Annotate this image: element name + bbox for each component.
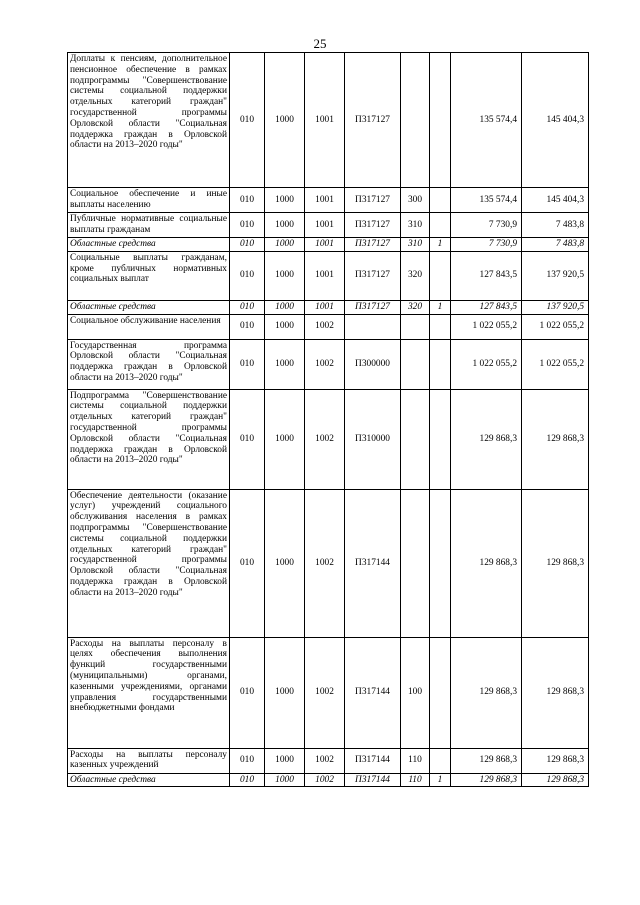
code-expense-type xyxy=(401,53,430,188)
code-subsection: 1001 xyxy=(305,53,345,188)
code-source xyxy=(430,389,451,489)
row-name: Областные средства xyxy=(68,300,230,314)
code-section: 1000 xyxy=(265,637,305,748)
amount-year-1: 129 868,3 xyxy=(451,489,522,637)
code-target: П317127 xyxy=(345,213,401,238)
row-name: Социальное обеспечение и иные выплаты населению xyxy=(68,188,230,213)
code-section: 1000 xyxy=(265,251,305,300)
code-section: 1000 xyxy=(265,748,305,773)
amount-year-1: 7 730,9 xyxy=(451,238,522,252)
amount-year-1: 127 843,5 xyxy=(451,251,522,300)
amount-year-1: 7 730,9 xyxy=(451,213,522,238)
table-row xyxy=(68,314,589,339)
amount-year-1: 1 022 055,2 xyxy=(451,339,522,389)
code-section: 1000 xyxy=(265,773,305,787)
code-subsection: 1002 xyxy=(305,748,345,773)
code-expense-type: 320 xyxy=(401,251,430,300)
code-target: П317127 xyxy=(345,300,401,314)
code-expense-type xyxy=(401,339,430,389)
code-target: П317144 xyxy=(345,489,401,637)
row-name: Областные средства xyxy=(68,773,230,787)
code-target: П317127 xyxy=(345,53,401,188)
amount-year-1: 129 868,3 xyxy=(451,637,522,748)
amount-year-2: 129 868,3 xyxy=(522,773,589,787)
code-ministry: 010 xyxy=(230,773,265,787)
code-source xyxy=(430,314,451,339)
row-name: Социальное обслуживание населения xyxy=(68,314,230,339)
code-source xyxy=(430,637,451,748)
table-row xyxy=(68,53,589,188)
code-expense-type: 320 xyxy=(401,300,430,314)
code-section: 1000 xyxy=(265,314,305,339)
code-source xyxy=(430,251,451,300)
table-row xyxy=(68,489,589,637)
code-source xyxy=(430,188,451,213)
code-subsection: 1002 xyxy=(305,489,345,637)
code-subsection: 1002 xyxy=(305,389,345,489)
amount-year-2: 129 868,3 xyxy=(522,748,589,773)
code-target: П310000 xyxy=(345,389,401,489)
code-source xyxy=(430,213,451,238)
code-source xyxy=(430,748,451,773)
code-target xyxy=(345,314,401,339)
code-target: П317127 xyxy=(345,188,401,213)
code-target: П317127 xyxy=(345,238,401,252)
code-ministry: 010 xyxy=(230,748,265,773)
amount-year-2: 145 404,3 xyxy=(522,188,589,213)
row-name: Доплаты к пенсиям, дополнительное пенсионное обеспечение в рамках подпрограммы "Совершенствование системы социальной поддержки отдельных категорий граждан" государственной программы Орловской области "Социальная поддержка граждан в Орловской области на 2013–2020 годы" xyxy=(68,53,230,188)
code-subsection: 1001 xyxy=(305,188,345,213)
code-subsection: 1001 xyxy=(305,238,345,252)
code-target: П317144 xyxy=(345,748,401,773)
code-section: 1000 xyxy=(265,339,305,389)
code-source xyxy=(430,489,451,637)
code-ministry: 010 xyxy=(230,53,265,188)
table-row xyxy=(68,389,589,489)
table-row xyxy=(68,773,589,787)
amount-year-2: 1 022 055,2 xyxy=(522,314,589,339)
table-row xyxy=(68,238,589,252)
code-subsection: 1001 xyxy=(305,300,345,314)
row-name: Обеспечение деятельности (оказание услуг) учреждений социального обслуживания населения в рамках подпрограммы "Совершенствование системы социальной поддержки отдельных категорий граждан" государственной программы Орловской области "Социальная поддержка граждан в Орловской области на 2013–2020 годы" xyxy=(68,489,230,637)
row-name: Расходы на выплаты персоналу в целях обеспечения выполнения функций государственными (муниципальными) органами, казенными учреждениями, органами управления государственными внебюджетными фондами xyxy=(68,637,230,748)
amount-year-2: 1 022 055,2 xyxy=(522,339,589,389)
code-ministry: 010 xyxy=(230,213,265,238)
code-expense-type: 310 xyxy=(401,213,430,238)
code-subsection: 1001 xyxy=(305,251,345,300)
amount-year-2: 7 483,8 xyxy=(522,238,589,252)
amount-year-2: 137 920,5 xyxy=(522,251,589,300)
table-row xyxy=(68,637,589,748)
code-expense-type xyxy=(401,314,430,339)
code-target: П317144 xyxy=(345,637,401,748)
code-ministry: 010 xyxy=(230,188,265,213)
code-subsection: 1002 xyxy=(305,637,345,748)
amount-year-2: 129 868,3 xyxy=(522,389,589,489)
code-target: П317127 xyxy=(345,251,401,300)
code-source xyxy=(430,339,451,389)
code-ministry: 010 xyxy=(230,339,265,389)
code-section: 1000 xyxy=(265,300,305,314)
code-ministry: 010 xyxy=(230,238,265,252)
code-target: П317144 xyxy=(345,773,401,787)
amount-year-1: 127 843,5 xyxy=(451,300,522,314)
amount-year-1: 1 022 055,2 xyxy=(451,314,522,339)
code-ministry: 010 xyxy=(230,489,265,637)
code-ministry: 010 xyxy=(230,637,265,748)
code-source: 1 xyxy=(430,238,451,252)
code-expense-type xyxy=(401,389,430,489)
amount-year-1: 135 574,4 xyxy=(451,53,522,188)
table-row xyxy=(68,748,589,773)
row-name: Публичные нормативные социальные выплаты гражданам xyxy=(68,213,230,238)
row-name: Подпрограмма "Совершенствование системы социальной поддержки отдельных категорий граждан" государственной программы Орловской области "Социальная поддержка граждан в Орловской области на 2013–2020 годы" xyxy=(68,389,230,489)
table-row xyxy=(68,251,589,300)
table-row xyxy=(68,213,589,238)
code-ministry: 010 xyxy=(230,389,265,489)
code-section: 1000 xyxy=(265,489,305,637)
code-source: 1 xyxy=(430,773,451,787)
amount-year-1: 129 868,3 xyxy=(451,748,522,773)
code-section: 1000 xyxy=(265,389,305,489)
row-name: Областные средства xyxy=(68,238,230,252)
code-section: 1000 xyxy=(265,188,305,213)
amount-year-1: 135 574,4 xyxy=(451,188,522,213)
code-expense-type: 100 xyxy=(401,637,430,748)
row-name: Государственная программа Орловской области "Социальная поддержка граждан в Орловской области на 2013–2020 годы" xyxy=(68,339,230,389)
code-target: П300000 xyxy=(345,339,401,389)
amount-year-2: 145 404,3 xyxy=(522,53,589,188)
code-subsection: 1002 xyxy=(305,339,345,389)
code-source xyxy=(430,53,451,188)
code-ministry: 010 xyxy=(230,314,265,339)
code-subsection: 1001 xyxy=(305,213,345,238)
amount-year-2: 129 868,3 xyxy=(522,637,589,748)
code-source: 1 xyxy=(430,300,451,314)
table-row xyxy=(68,188,589,213)
table-row xyxy=(68,339,589,389)
amount-year-1: 129 868,3 xyxy=(451,773,522,787)
code-expense-type: 110 xyxy=(401,748,430,773)
table-row xyxy=(68,300,589,314)
code-subsection: 1002 xyxy=(305,773,345,787)
amount-year-2: 129 868,3 xyxy=(522,489,589,637)
code-section: 1000 xyxy=(265,53,305,188)
code-expense-type: 300 xyxy=(401,188,430,213)
code-ministry: 010 xyxy=(230,300,265,314)
code-section: 1000 xyxy=(265,213,305,238)
page-number: 25 xyxy=(313,36,327,51)
code-expense-type xyxy=(401,489,430,637)
code-ministry: 010 xyxy=(230,251,265,300)
amount-year-1: 129 868,3 xyxy=(451,389,522,489)
row-name: Расходы на выплаты персоналу казенных учреждений xyxy=(68,748,230,773)
amount-year-2: 137 920,5 xyxy=(522,300,589,314)
code-section: 1000 xyxy=(265,238,305,252)
row-name: Социальные выплаты гражданам, кроме публичных нормативных социальных выплат xyxy=(68,251,230,300)
code-expense-type: 310 xyxy=(401,238,430,252)
code-expense-type: 110 xyxy=(401,773,430,787)
code-subsection: 1002 xyxy=(305,314,345,339)
amount-year-2: 7 483,8 xyxy=(522,213,589,238)
budget-table xyxy=(67,52,589,787)
